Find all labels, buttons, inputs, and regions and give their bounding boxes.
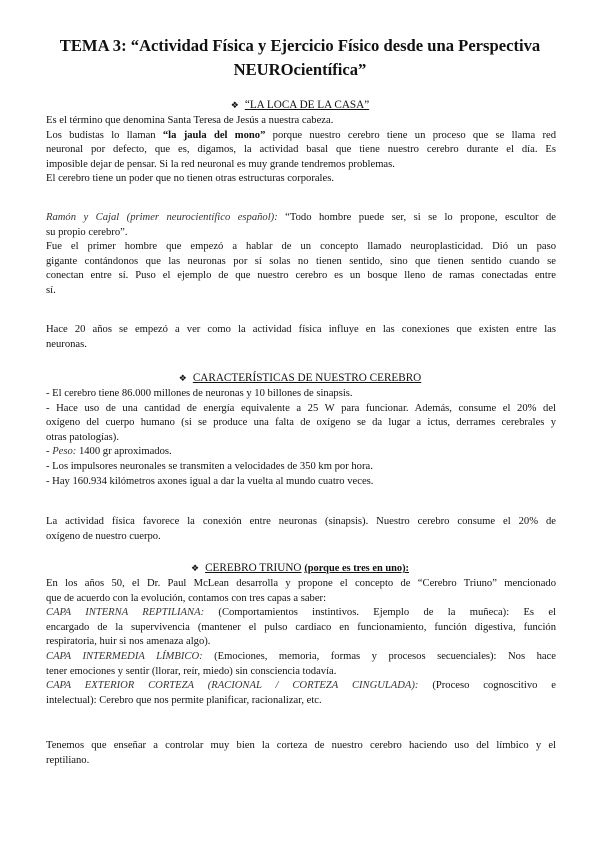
- list-item: - El cerebro tiene 86.000 millones de neuronas y 10 billones de sinapsis.: [46, 388, 353, 399]
- text-line: sí.: [46, 284, 56, 296]
- text-run: (Emociones, memoria, formas y procesos secuenciales): Nos hace: [202, 650, 557, 662]
- text-line: conectan entre sí. Puso el ejemplo de que nuestro cerebro es un bosque lleno de ramas conectadas entre: [46, 270, 556, 282]
- text-line: [46, 650, 556, 665]
- italic-phrase: CAPA INTERNA REPTILIANA:: [46, 607, 205, 619]
- italic-phrase: CAPA EXTERIOR CORTEZA (RACIONAL / CORTEZA CINGULADA):: [46, 680, 419, 692]
- text-line: [46, 679, 556, 694]
- title-line-2: NEUROcientífica”: [233, 60, 367, 79]
- text-line: El cerebro tiene un poder que no tienen otras estructuras corporales.: [46, 173, 334, 185]
- bold-phrase: “la jaula del mono”: [162, 129, 266, 141]
- page-title: [30, 34, 570, 82]
- section-2-paragraph: [46, 515, 556, 544]
- list-item: - Hace uso de una cantidad de energía equivalente a 25 W para funcionar. Además, consume el 20% del: [46, 402, 556, 414]
- text-run: porque nuestro cerebro tiene un proceso que se llama red: [265, 129, 556, 141]
- section-1-paragraph-b: [46, 211, 556, 299]
- text-run: (Comportamientos instintivos. Ejemplo de la muñeca): Es el: [204, 607, 557, 619]
- text-line: tener emociones y sentir (llorar, reír, miedo) sin consciencia todavía.: [46, 665, 337, 677]
- text-line: [46, 129, 556, 144]
- section-heading-text: CEREBRO TRIUNO: [205, 562, 302, 574]
- italic-phrase: Ramón y Cajal (primer neurocientífico español):: [46, 212, 278, 223]
- text-line: En los años 50, el Dr. Paul McLean desarrolla y propone el concepto de “Cerebro Triuno” mencionado: [46, 578, 556, 589]
- text-line: otras patologías).: [46, 431, 119, 443]
- text-line: [46, 211, 556, 226]
- italic-phrase: Peso:: [52, 446, 77, 458]
- text-line: La actividad física favorece la conexión entre neuronas (sinapsis). Nuestro cerebro consume el 20% de: [46, 516, 556, 527]
- text-run: (Proceso cognoscitivo e: [418, 680, 556, 692]
- list-item: - Los impulsores neuronales se transmiten a velocidades de 350 km por hora.: [46, 460, 373, 472]
- text-run: -: [46, 446, 53, 458]
- italic-phrase: CAPA INTERMEDIA LÍMBICO:: [46, 650, 203, 662]
- text-line: Es el término que denomina Santa Teresa de Jesús a nuestra cabeza.: [46, 115, 334, 126]
- title-line-1: TEMA 3: “Actividad Física y Ejercicio Físico desde una Perspectiva: [59, 36, 541, 55]
- list-item: [46, 445, 556, 460]
- diamond-bullet-icon: ❖: [230, 100, 239, 110]
- text-line: reptiliano.: [46, 754, 90, 766]
- section-heading-text: CARACTERÍSTICAS DE NUESTRO CEREBRO: [192, 372, 422, 384]
- diamond-bullet-icon: ❖: [178, 373, 187, 383]
- section-3-paragraph-b: [46, 739, 556, 768]
- text-line: encargado de la supervivencia (mantener el pulso cardiaco en funcionamiento, función digestiva, función: [46, 621, 556, 633]
- text-line: neuronal por defecto, que es, digamos, la actividad basal que tiene nuestro cerebro durante el día. Es: [46, 144, 556, 156]
- section-1-paragraph-c: [46, 323, 556, 352]
- list-item: - Hay 160.934 kilómetros axones igual a dar la vuelta al mundo cuatro veces.: [46, 475, 374, 487]
- text-line: gigante contándonos que las neuronas por sí solas no tienen sentido, sino que tienen sentido cuando se: [46, 255, 556, 267]
- section-heading-subtitle: (porque es tres en uno):: [304, 563, 409, 574]
- text-line: neuronas.: [46, 338, 87, 350]
- text-line: [46, 606, 556, 621]
- text-line: imposible dejar de pensar. Si la red neuronal es muy grande tendremos problemas.: [46, 158, 395, 170]
- section-1-paragraph-a: [46, 114, 556, 187]
- text-line: intelectual): Cerebro que nos permite planificar, racionalizar, etc.: [46, 694, 322, 706]
- section-heading-loca-de-la-casa: [0, 98, 600, 113]
- text-line: Hace 20 años se empezó a ver como la actividad física influye en las conexiones que existen entre las: [46, 324, 556, 335]
- text-line: oxígeno de nuestro cuerpo.: [46, 530, 161, 542]
- text-line: Fue el primer hombre que empezó a hablar de un concepto llamado neuroplasticidad. Dió un paso: [46, 241, 556, 253]
- text-run: Los budistas lo llaman: [46, 129, 163, 141]
- section-heading-cerebro-triuno: [0, 561, 600, 576]
- text-run: “Todo hombre puede ser, si se lo propone, escultor de: [277, 212, 556, 223]
- text-line: oxígeno del cuerpo humano (si se produce una falta de oxígeno se da lugar a ictus, derrames cerebrales y: [46, 417, 556, 429]
- text-line: respiratoria, huir si nos amenaza algo).: [46, 636, 211, 648]
- text-run: 1400 gr aproximados.: [76, 446, 172, 458]
- section-3-paragraph-a: [46, 577, 556, 708]
- text-line: que de acuerdo con la evolución, contamos con tres capas a saber:: [46, 592, 327, 604]
- section-2-list: [46, 387, 556, 489]
- text-line: su propio cerebro”.: [46, 226, 128, 238]
- text-line: Tenemos que enseñar a controlar muy bien la corteza de nuestro cerebro haciendo uso del límbico y el: [46, 740, 556, 751]
- diamond-bullet-icon: ❖: [190, 563, 200, 573]
- section-heading-text: “LA LOCA DE LA CASA”: [244, 99, 370, 111]
- section-heading-caracteristicas: [0, 371, 600, 386]
